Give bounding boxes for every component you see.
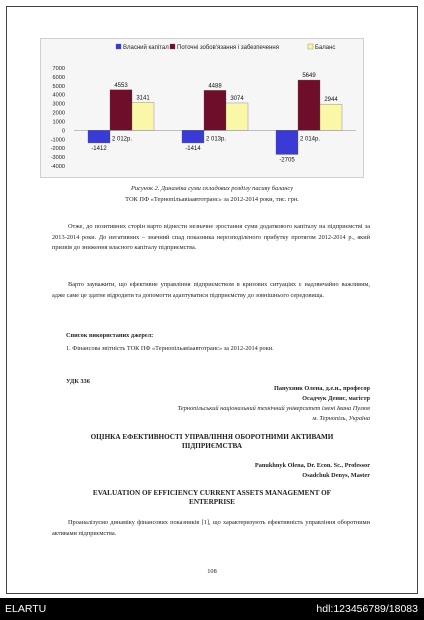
bar xyxy=(298,80,320,130)
bar xyxy=(88,130,110,143)
bar xyxy=(320,104,342,130)
figure-caption-line2: ТОК ПФ «Тернопільавіаавтотранс» за 2012-2014 роки, тис. грн. xyxy=(125,196,299,203)
article-title-ua-line2: ПІДПРИЄМСТВА xyxy=(181,442,243,450)
bar xyxy=(132,102,154,130)
paragraph-conclusion: Отже, до позитивних сторін варто віднести незначне зростання суми додаткового капіталу на підприємстві за 2013-2014 роки. До негативних – значний спад показника нерозподіленого прибутку протягом 2012-2014 р., який призвів до зниження власного капіталу підприємства. xyxy=(52,223,370,251)
legend-label: Поточні зобов'язання і забезпечення xyxy=(177,45,279,51)
category-label: 2 012р. xyxy=(112,136,133,143)
bar xyxy=(204,90,226,130)
y-tick-label: 5000 xyxy=(52,83,65,90)
y-tick-label: 0 xyxy=(61,128,65,135)
y-tick-label: 1000 xyxy=(52,119,65,126)
y-tick-label: 2000 xyxy=(52,110,65,117)
author-city: м. Тернопіль, Україна xyxy=(312,415,370,422)
bar-chart xyxy=(40,38,364,178)
paragraph-remark: Варто зауважити, що ефективне управління підприємством в кризових ситуаціях є надзвичайно важливим, адже саме це здатне відродити та допомогти адаптуватися підприємству до зовнішнього середовища. xyxy=(52,281,370,299)
figure-caption-line1: Рисунок 2. Динаміка суми складових розділу пасиву балансу xyxy=(130,185,294,192)
legend-label: Баланс xyxy=(315,45,336,51)
category-label: 2 014р. xyxy=(300,136,321,143)
y-tick-label: -3000 xyxy=(50,155,65,162)
legend-label: Власний капітал xyxy=(123,45,169,51)
bar-value-label: 2944 xyxy=(324,97,338,104)
bar xyxy=(226,103,248,130)
paragraph-intro: Проаналізуємо динаміку фінансових показників [1], що характеризують ефективність управління оборотними активами підприємства. xyxy=(52,519,370,537)
bar-value-label: -2705 xyxy=(279,157,295,164)
page-number: 108 xyxy=(207,568,217,575)
y-tick-label: 6000 xyxy=(52,74,65,81)
bar xyxy=(276,130,298,154)
udk-code: УДК 336 xyxy=(66,378,90,385)
author-1: Панухник Олена, д.е.н., професор xyxy=(273,385,370,392)
bar-value-label: -1414 xyxy=(185,145,201,152)
footer-bar xyxy=(0,598,424,620)
bar-value-label: 4553 xyxy=(114,82,128,89)
footer-handle: hdl:123456789/18083 xyxy=(316,603,418,615)
y-tick-label: -2000 xyxy=(50,146,65,153)
bar-value-label: 3074 xyxy=(230,95,244,102)
y-tick-label: 7000 xyxy=(52,66,65,72)
author-en-1: Panukhnyk Olena, Dr. Econ. Sc., Professor xyxy=(254,462,370,469)
bar-value-label: -1412 xyxy=(91,145,107,152)
legend-swatch xyxy=(308,44,313,49)
legend-swatch xyxy=(170,44,175,49)
article-title-en-line2: ENTERPRISE xyxy=(189,498,235,506)
bar-value-label: 4488 xyxy=(208,83,222,90)
bar xyxy=(110,90,132,131)
article-title-en-line1: EVALUATION OF EFFICIENCY CURRENT ASSETS MANAGEMENT OF xyxy=(92,489,332,497)
bar-value-label: 3141 xyxy=(136,95,150,102)
legend-swatch xyxy=(116,44,121,49)
author-en-2: Osadchuk Denys, Master xyxy=(302,472,370,479)
footer-repository-label: ELARTU xyxy=(5,603,47,615)
references-heading: Список використаних джерел: xyxy=(66,332,154,339)
bar xyxy=(182,130,204,143)
y-tick-label: -1000 xyxy=(50,137,65,144)
article-title-ua-line1: ОЦІНКА ЕФЕКТИВНОСТІ УПРАВЛІННЯ ОБОРОТНИМИ АКТИВАМИ xyxy=(90,433,334,441)
y-tick-label: 3000 xyxy=(52,101,65,108)
y-tick-label: -4000 xyxy=(50,164,65,170)
reference-item: 1. Фінансова звітність ТОК ПФ «Тернопільавіаавтотранс» за 2012-2014 роки. xyxy=(66,345,274,352)
author-affiliation: Тернопільський національний технічний університет імені Івана Пулюя xyxy=(177,405,370,412)
y-tick-label: 4000 xyxy=(52,92,65,99)
author-2: Осадчук Денис, магістр xyxy=(302,395,370,402)
category-label: 2 013р. xyxy=(206,136,227,143)
bar-value-label: 5649 xyxy=(302,73,316,80)
